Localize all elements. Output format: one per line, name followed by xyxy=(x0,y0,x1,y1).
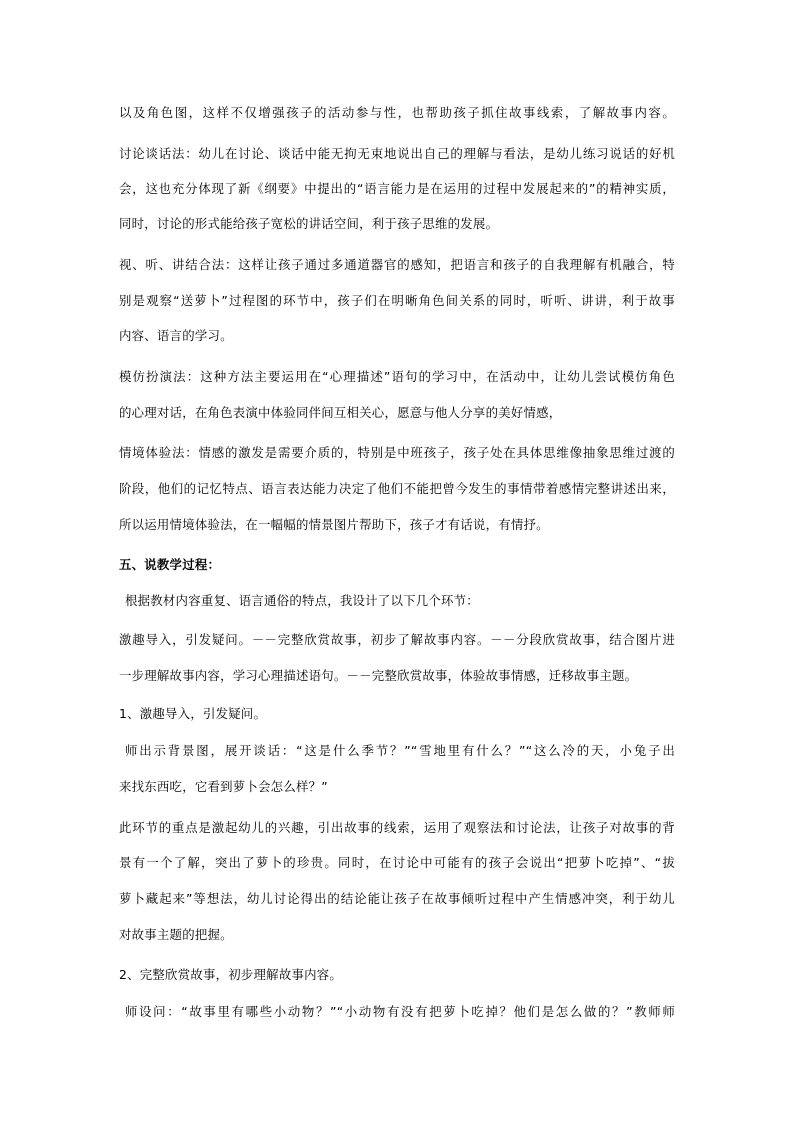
paragraph-line: 别是观察“送萝卜”过程图的环节中，孩子们在明晰角色间关系的同时，听听、讲讲，利于故事 xyxy=(119,293,675,308)
paragraph-line: 所以运用情境体验法，在一幅幅的情景图片帮助下，孩子才有话说，有情抒。 xyxy=(119,517,549,532)
paragraph-line: 来找东西吃，它看到萝卜会怎么样？” xyxy=(119,779,328,794)
paragraph-line: 的心理对话，在角色表演中体验同伴间互相关心，愿意与他人分享的美好情感， xyxy=(119,405,562,420)
paragraph-line: 会，这也充分体现了新《纲要》中提出的“语言能力是在运用的过程中发展起来的”的精神实质， xyxy=(119,181,675,196)
paragraph-line: 师设问：“故事里有哪些小动物？”“小动物有没有把萝卜吃掉？他们是怎么做的？”教师师 xyxy=(125,1004,675,1019)
paragraph-line: 师出示背景图，展开谈话：“这是什么季节？”“雪地里有什么？”“这么冷的天，小兔子出 xyxy=(125,743,675,758)
paragraph-line: 此环节的重点是激起幼儿的兴趣，引出故事的线索，运用了观察法和讨论法，让孩子对故事的背 xyxy=(119,820,675,835)
subsection-heading: 2、完整欣赏故事，初步理解故事内容。 xyxy=(119,967,343,982)
paragraph-line: 情境体验法：情感的激发是需要介质的，特别是中班孩子，孩子处在具体思维像抽象思维过渡的 xyxy=(119,445,675,460)
paragraph-line: 景有一个了解，突出了萝卜的珍贵。同时，在讨论中可能有的孩子会说出“把萝卜吃掉”、“拔 xyxy=(119,855,675,870)
paragraph-line: 视、听、讲结合法：这样让孩子通过多通道器官的感知，把语言和孩子的自我理解有机融合，特 xyxy=(119,257,675,272)
paragraph-line: 内容、语言的学习。 xyxy=(119,328,233,343)
paragraph-line: 阶段，他们的记忆特点、语言表达能力决定了他们不能把曾今发生的事情带着感情完整讲述出来， xyxy=(119,481,675,496)
paragraph-line: 根据教材内容重复、语言通俗的特点，我设计了以下几个环节： xyxy=(125,593,479,608)
paragraph-line: 萝卜藏起来”等想法，幼儿讨论得出的结论能让孩子在故事倾听过程中产生情感冲突，利于幼儿 xyxy=(119,891,675,906)
paragraph-line: 模仿扮演法：这种方法主要运用在“心理描述”语句的学习中，在活动中，让幼儿尝试模仿角色 xyxy=(119,369,675,384)
paragraph-line: 对故事主题的把握。 xyxy=(119,927,233,942)
paragraph-line: 以及角色图，这样不仅增强孩子的活动参与性，也帮助孩子抓住故事线索，了解故事内容。 xyxy=(119,105,675,120)
paragraph-line: 同时，讨论的形式能给孩子宽松的讲话空间，利于孩子思维的发展。 xyxy=(119,216,499,231)
paragraph-line: 讨论谈话法：幼儿在讨论、谈话中能无拘无束地说出自己的理解与看法，是幼儿练习说话的好机 xyxy=(119,146,675,161)
section-heading: 五、说教学过程： xyxy=(119,557,221,572)
paragraph-line: 一步理解故事内容，学习心理描述语句。－－完整欣赏故事，体验故事情感，迁移故事主题。 xyxy=(119,668,638,683)
paragraph-line: 激趣导入，引发疑问。－－完整欣赏故事，初步了解故事内容。－－分段欣赏故事，结合图片进 xyxy=(119,632,675,647)
subsection-heading: 1、激趣导入，引发疑问。 xyxy=(119,706,267,721)
